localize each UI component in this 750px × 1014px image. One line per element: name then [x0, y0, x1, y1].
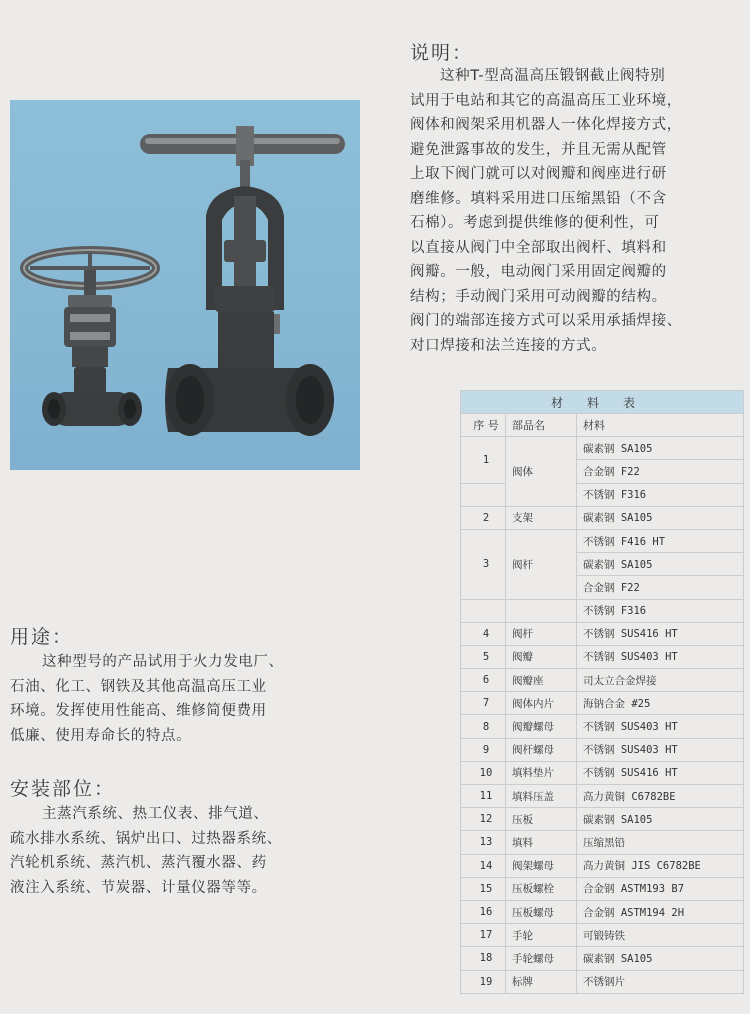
row-no: 12	[461, 808, 506, 831]
row-material: 合金钢 ASTM193 B7	[577, 877, 744, 900]
description-heading: 说明：	[410, 42, 474, 64]
row-no: 6	[461, 669, 506, 692]
table-row	[461, 854, 744, 877]
row-part: 阀瓣	[506, 645, 577, 668]
usage-line: 环境。发挥使用性能高、维修简便费用	[10, 703, 267, 719]
table-row	[461, 738, 744, 761]
table-row	[461, 645, 744, 668]
description-line: 这种T-型高温高压锻钢截止阀特别	[440, 68, 666, 84]
install-line: 主蒸汽系统、热工仪表、排气道、	[42, 806, 269, 822]
row-part: 压板螺母	[506, 900, 577, 923]
row-no: 19	[461, 970, 506, 993]
row-no-empty	[461, 483, 506, 506]
row-part: 阀体	[506, 437, 577, 507]
row-part: 阀瓣螺母	[506, 715, 577, 738]
row-part: 填料	[506, 831, 577, 854]
row-no: 10	[461, 761, 506, 784]
table-row	[461, 599, 744, 622]
row-part: 填料垫片	[506, 761, 577, 784]
row-no-empty	[461, 599, 506, 622]
row-no: 8	[461, 715, 506, 738]
table-row	[461, 808, 744, 831]
row-material: 合金钢 F22	[577, 460, 744, 483]
product-photo	[10, 100, 360, 470]
row-material: 压缩黑铅	[577, 831, 744, 854]
description-line: 阀门的端部连接方式可以采用承插焊接、	[410, 313, 682, 329]
table-row	[461, 970, 744, 993]
row-material: 不锈钢 SUS403 HT	[577, 715, 744, 738]
description-text	[410, 64, 744, 358]
table-row	[461, 622, 744, 645]
row-no: 13	[461, 831, 506, 854]
row-material: 不锈钢 SUS416 HT	[577, 622, 744, 645]
table-header-row	[461, 414, 744, 437]
row-material: 不锈钢 SUS403 HT	[577, 645, 744, 668]
table-title-row	[461, 391, 744, 414]
row-material: 不锈钢 F316	[577, 483, 744, 506]
table-row	[461, 529, 744, 552]
description-line: 对口焊接和法兰连接的方式。	[410, 337, 607, 354]
row-no: 9	[461, 738, 506, 761]
row-material: 合金钢 F22	[577, 576, 744, 599]
row-part: 手轮螺母	[506, 947, 577, 970]
row-part: 阀瓣座	[506, 669, 577, 692]
description-line: 试用于电站和其它的高温高压工业环境，	[410, 92, 682, 109]
description-line: 结构；手动阀门采用可动阀瓣的结构。	[410, 288, 667, 305]
table-row	[461, 831, 744, 854]
table-row	[461, 506, 744, 529]
description-line: 磨维修。填料采用进口压缩黑铅（不含	[410, 190, 667, 207]
row-part: 压板	[506, 808, 577, 831]
table-row	[461, 785, 744, 808]
usage-line: 这种型号的产品试用于火力发电厂、	[42, 654, 284, 670]
row-material: 高力黄铜 C6782BE	[577, 785, 744, 808]
row-part: 阀体内片	[506, 692, 577, 715]
description-line: 石棉）。考虑到提供维修的便利性，可	[410, 215, 660, 231]
row-no: 11	[461, 785, 506, 808]
install-line: 汽轮机系统、蒸汽机、蒸汽覆水器、药	[10, 855, 267, 871]
install-heading: 安装部位：	[10, 778, 116, 800]
row-material: 不锈钢片	[577, 970, 744, 993]
row-material: 合金钢 ASTM194 2H	[577, 900, 744, 923]
usage-heading: 用途：	[10, 626, 74, 648]
row-part: 阀架螺母	[506, 854, 577, 877]
header-material: 材料	[577, 414, 744, 437]
header-part: 部品名	[506, 414, 577, 437]
row-no: 16	[461, 900, 506, 923]
row-no: 15	[461, 877, 506, 900]
row-material: 可锻铸铁	[577, 924, 744, 947]
row-part: 阀杆	[506, 622, 577, 645]
install-line: 液注入系统、节炭器、计量仪器等等。	[10, 879, 267, 896]
row-material: 碳素钢 SA105	[577, 437, 744, 460]
table-row	[461, 692, 744, 715]
row-material: 碳素钢 SA105	[577, 553, 744, 576]
row-no: 1	[461, 437, 506, 483]
row-part: 填料压盖	[506, 785, 577, 808]
table-row	[461, 761, 744, 784]
description-line: 上取下阀门就可以对阀瓣和阀座进行研	[410, 166, 667, 182]
description-line: 阀瓣。一般，电动阀门采用固定阀瓣的	[410, 264, 667, 280]
table-row	[461, 715, 744, 738]
row-part: 手轮	[506, 924, 577, 947]
table-row	[461, 669, 744, 692]
row-part-empty	[506, 599, 577, 622]
table-row	[461, 924, 744, 947]
row-part: 支架	[506, 506, 577, 529]
usage-line: 低廉、使用寿命长的特点。	[10, 727, 192, 744]
install-line: 疏水排水系统、锅炉出口、过热器系统、	[10, 830, 282, 847]
row-material: 高力黄铜 JIS C6782BE	[577, 854, 744, 877]
row-no: 18	[461, 947, 506, 970]
row-no: 14	[461, 854, 506, 877]
row-material: 司太立合金焊接	[577, 669, 744, 692]
row-part: 标牌	[506, 970, 577, 993]
row-part: 压板螺栓	[506, 877, 577, 900]
row-part: 阀杆螺母	[506, 738, 577, 761]
row-no: 17	[461, 924, 506, 947]
table-row	[461, 483, 744, 506]
header-no: 序 号	[461, 414, 506, 437]
row-material: 碳素钢 SA105	[577, 947, 744, 970]
small-valve-handwheel-icon	[24, 250, 156, 426]
row-no: 2	[461, 506, 506, 529]
row-no: 5	[461, 645, 506, 668]
row-material: 海钠合金 #25	[577, 692, 744, 715]
row-no: 7	[461, 692, 506, 715]
row-material: 碳素钢 SA105	[577, 506, 744, 529]
row-part: 阀杆	[506, 529, 577, 599]
table-row	[461, 877, 744, 900]
description-line: 避免泄露事故的发生，并且无需从配管	[410, 141, 667, 158]
row-material: 不锈钢 SUS403 HT	[577, 738, 744, 761]
row-material: 碳素钢 SA105	[577, 808, 744, 831]
table-row	[461, 947, 744, 970]
table-row	[461, 900, 744, 923]
row-no: 3	[461, 529, 506, 599]
description-line: 以直接从阀门中全部取出阀杆、填料和	[410, 239, 667, 256]
description-line: 阀体和阀架采用机器人一体化焊接方式，	[410, 117, 682, 133]
row-material: 不锈钢 F416 HT	[577, 529, 744, 552]
table-row	[461, 437, 744, 460]
row-no: 4	[461, 622, 506, 645]
materials-table	[460, 390, 744, 994]
row-material: 不锈钢 F316	[577, 599, 744, 622]
table-title: 材料表	[461, 391, 744, 414]
row-material: 不锈钢 SUS416 HT	[577, 761, 744, 784]
usage-text	[10, 650, 355, 748]
install-text	[10, 802, 355, 900]
usage-line: 石油、化工、钢铁及其他高温高压工业	[10, 678, 267, 695]
large-valve-t-handle-icon	[140, 126, 345, 436]
